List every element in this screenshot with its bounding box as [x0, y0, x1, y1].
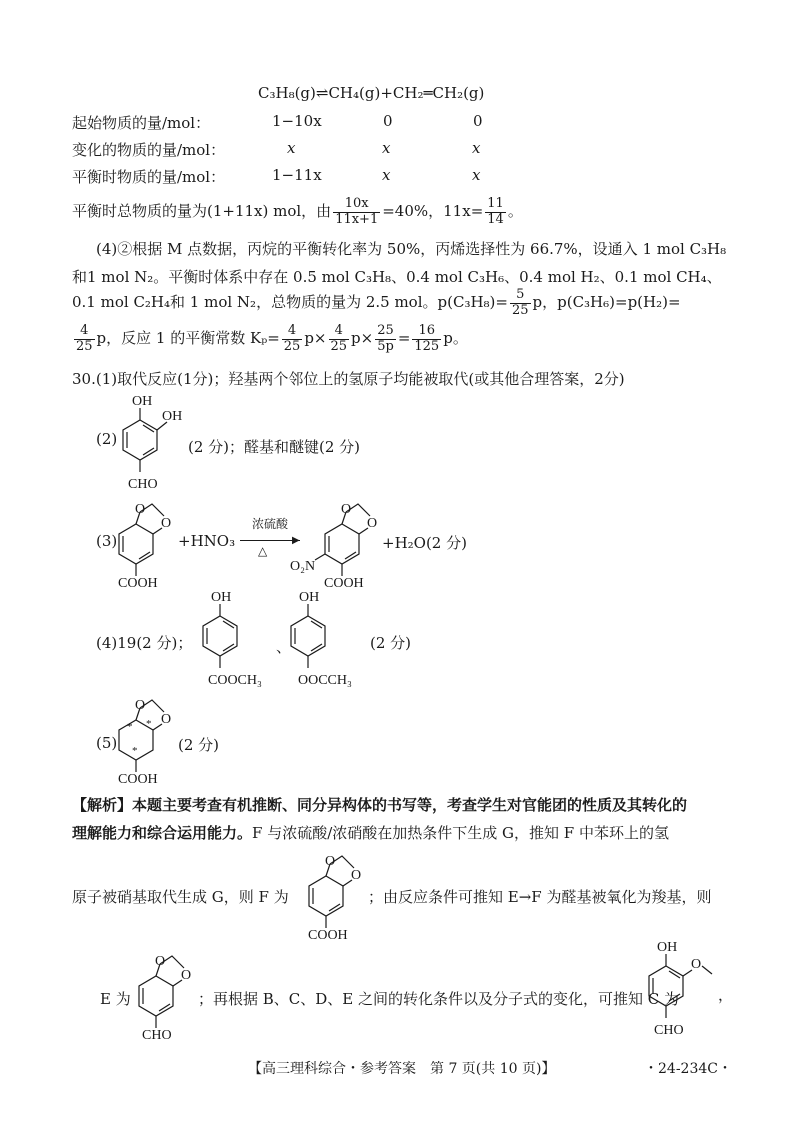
molecule-dihydroxy-benzaldehyde	[110, 392, 200, 496]
analysis-line3a: 原子被硝基取代生成 G，则 F 为	[72, 888, 289, 906]
fraction-11-14: $\frac{11}{14}$	[487, 195, 504, 227]
row-label-initial: 起始物质的量/mol：	[72, 114, 211, 132]
footer-code: ・24-234C・	[644, 1061, 732, 1077]
svg-text:O: O	[367, 516, 378, 531]
svg-text:COOH: COOH	[324, 576, 364, 591]
analysis-line2: 理解能力和综合运用能力。F 与浓硫酸/浓硝酸在加热条件下生成 G，推知 F 中苯环上的氢	[72, 824, 669, 842]
q30-p5-tail: (2 分)	[178, 736, 220, 754]
row-equilibrium-c3: x	[472, 166, 481, 184]
svg-text:CHO: CHO	[142, 1028, 172, 1043]
q30-p4-tail: (2 分)	[370, 634, 412, 652]
svg-text:O: O	[155, 954, 166, 969]
row-change-c3: x	[472, 139, 481, 157]
molecule-C	[640, 938, 730, 1042]
svg-text:CHO: CHO	[128, 477, 158, 492]
row-change-c1: x	[287, 139, 296, 157]
svg-text:*: *	[127, 721, 133, 733]
row-label-change: 变化的物质的量/mol：	[72, 141, 226, 159]
q30-line1: 30.(1)取代反应(1分)；羟基两个邻位上的氢原子均能被取代(或其他合理答案，2分)	[72, 370, 625, 388]
row-initial-c2: 0	[383, 112, 393, 130]
svg-text:O: O	[161, 712, 172, 727]
svg-text:OOCCH₃: OOCCH₃	[298, 673, 352, 688]
reaction-equation: C₃H₈(g)⇌CH₄(g)+CH₂═CH₂(g)	[258, 84, 485, 102]
molecule-methyl-hydroxybenzoate	[196, 588, 286, 692]
reaction-arrow-head: ▶	[292, 535, 300, 546]
svg-text:OH: OH	[132, 394, 153, 409]
total-pre: 平衡时总物质的量为(1+11x) mol，由	[72, 202, 332, 220]
svg-text:O₂N: O₂N	[290, 559, 316, 574]
svg-text:COOH: COOH	[308, 928, 348, 943]
q30-p3-tail: +H₂O(2 分)	[382, 534, 467, 552]
reaction-condition-heat: △	[258, 544, 268, 558]
svg-text:O: O	[691, 957, 702, 972]
svg-text:OH: OH	[299, 590, 320, 605]
total-post: 。	[507, 202, 523, 220]
row-equilibrium-c1: 1−11x	[272, 166, 322, 184]
svg-text:CHO: CHO	[654, 1023, 684, 1038]
q30-p4-label: (4)19(2 分)；	[96, 634, 193, 652]
svg-text:*: *	[132, 745, 138, 757]
molecule-hydroxyphenyl-acetate	[284, 588, 374, 692]
svg-text:COOH: COOH	[118, 576, 158, 591]
q30-p3-plus-hno3: +HNO₃	[178, 532, 236, 550]
p4-line2: 和1 mol N₂。平衡时体系中存在 0.5 mol C₃H₈、0.4 mol C₃H₆、0.4 mol H₂、0.1 mol CH₄、	[72, 268, 722, 286]
svg-text:O: O	[161, 516, 172, 531]
analysis-tag: 【解析】	[72, 796, 133, 814]
analysis-line4c: ，	[718, 986, 734, 1004]
reaction-condition-acid: 浓硫酸	[251, 517, 288, 531]
analysis-line3b: ；由反应条件可推知 E→F 为醛基被氧化为羧基，则	[368, 888, 712, 906]
svg-text:*: *	[146, 718, 152, 730]
row-initial-c3: 0	[473, 112, 483, 130]
footer-page-info: 【高三理科综合・参考答案 第 7 页(共 10 页)】	[248, 1061, 556, 1077]
analysis-line1: 【解析】本题主要考查有机推断、同分异构体的书写等，考查学生对官能团的性质及其转化的	[72, 796, 688, 814]
molecule-nitro-piperonylic-acid	[290, 494, 390, 593]
q30-p2-text: (2 分)；醛基和醚键(2 分)	[188, 438, 361, 456]
total-mid: =40%，11x=	[382, 202, 484, 220]
svg-text:O: O	[181, 968, 192, 983]
svg-text:COOCH₃: COOCH₃	[208, 673, 262, 688]
q30-p4-sep: 、	[276, 638, 292, 656]
analysis-line4a: E 为	[100, 990, 131, 1008]
svg-text:OH: OH	[162, 409, 183, 424]
svg-text:O: O	[135, 698, 146, 713]
q30-p3-label: (3)	[96, 532, 118, 550]
svg-text:COOH: COOH	[118, 772, 158, 787]
fraction-10x: $\frac{10x}{11x+1}$	[335, 195, 379, 227]
row-initial-c1: 1−10x	[272, 112, 322, 130]
svg-text:O: O	[341, 502, 352, 517]
p4-line3: 0.1 mol C₂H₄和 1 mol N₂，总物质的量为 2.5 mol。p(C₃H₈)= $\frac{5}{25}$ p，p(C₃H₆)=p(H₂)=	[72, 286, 681, 318]
q30-p5-label: (5)	[96, 734, 118, 752]
row-label-equilibrium: 平衡时物质的量/mol：	[72, 168, 226, 186]
svg-text:OH: OH	[657, 940, 678, 955]
p4-line1: (4)②根据 M 点数据，丙烷的平衡转化率为 50%，丙烯选择性为 66.7%，设通入 1 mol C₃H₈	[96, 240, 727, 258]
p4-line4: $\frac{4}{25}$ p，反应 1 的平衡常数 Kₚ= $\frac{4}{25}$ p× $\frac{4}{25}$ p× $\frac{25}{5p}$ = $\frac{16}{125}$ p。	[76, 322, 468, 354]
svg-text:O: O	[135, 502, 146, 517]
svg-text:O: O	[351, 868, 362, 883]
q30-p2-label: (2)	[96, 430, 118, 448]
row-change-c2: x	[382, 139, 391, 157]
svg-text:O: O	[325, 854, 336, 869]
total-moles-line	[72, 193, 523, 229]
svg-text:OH: OH	[211, 590, 232, 605]
analysis-line4b: ；再根据 B、C、D、E 之间的转化条件以及分子式的变化，可推知 C 为	[198, 990, 680, 1008]
row-equilibrium-c2: x	[382, 166, 391, 184]
